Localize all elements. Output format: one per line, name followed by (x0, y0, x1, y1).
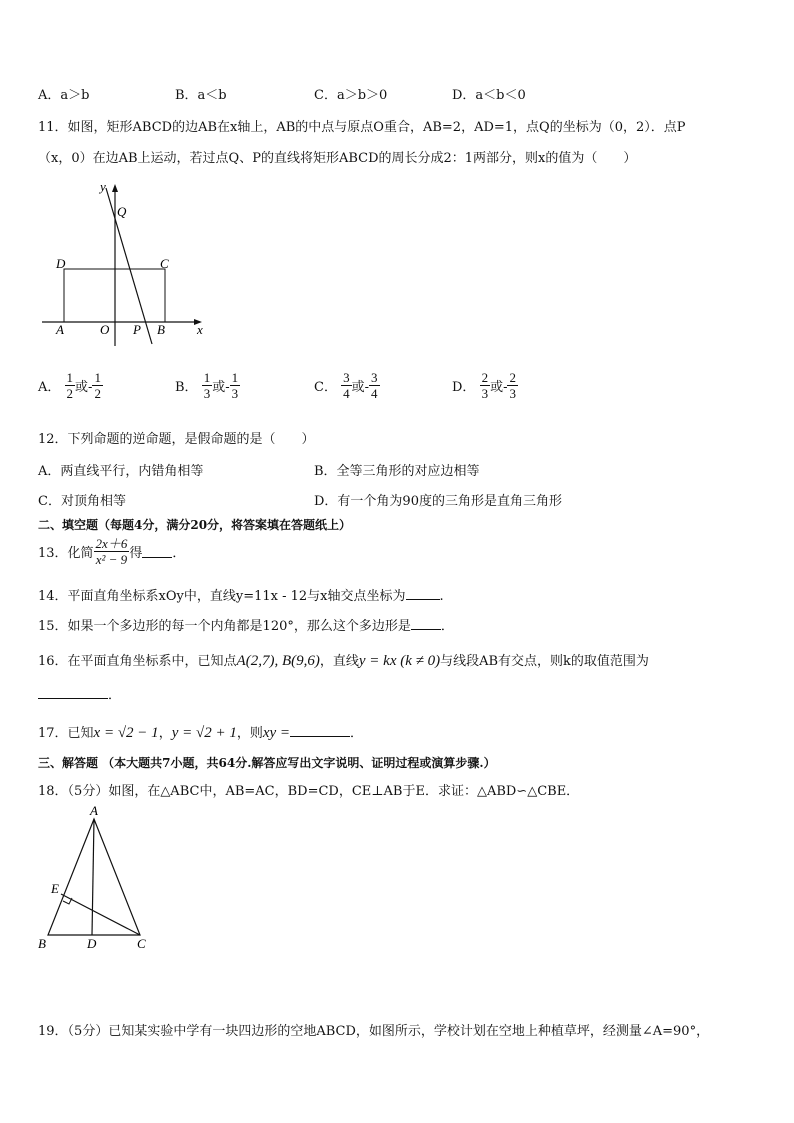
q10-option-c: C．a＞b＞0 (314, 88, 388, 103)
q14-answer-blank[interactable] (406, 587, 440, 600)
q15: 15．如果一个多边形的每一个内角都是120°，那么这个多边形是 ． (38, 619, 454, 634)
label-q: Q (117, 204, 127, 219)
q10-option-b: B．a＜b (175, 88, 227, 103)
y-axis-arrow (112, 184, 118, 192)
q13-answer-blank[interactable] (142, 545, 172, 558)
q11-option-d: D． $\frac{2}{3}$ 或- $\frac{2}{3}$ (452, 370, 516, 401)
section-3-heading: 三、解答题 （本大题共7小题，共64分.解答应写出文字说明、证明过程或演算步骤.） (38, 756, 496, 770)
label-a: A (56, 322, 64, 337)
q13: 13．化简 $\frac{2x+6}{\text{x² − 9}}$ 得 ． (38, 536, 186, 567)
q11-option-b: B． $\frac{1}{3}$ 或- $\frac{1}{3}$ (175, 370, 239, 401)
label-b: B (157, 322, 165, 337)
q12-option-d: D．有一个角为90度的三角形是直角三角形 (314, 494, 562, 509)
segment-ad (92, 819, 94, 935)
label-a: A (90, 803, 98, 818)
q11-figure (34, 176, 214, 352)
label-x: x (197, 322, 203, 337)
q19-stem: 19．（5分）已知某实验中学有一块四边形的空地ABCD，如图所示，学校计划在空地上种植草坪，经测量∠A=90°， (38, 1024, 710, 1039)
label-c: C (160, 256, 169, 271)
q11-option-c: C． $\frac{3}{4}$ 或- $\frac{3}{4}$ (314, 370, 378, 401)
q11-option-a: A． $\frac{1}{2}$ 或- $\frac{1}{2}$ (38, 370, 101, 401)
q12-option-c: C．对顶角相等 (38, 494, 126, 509)
q18-stem: 18．（5分）如图，在△ABC中，AB=AC，BD=CD，CE⊥AB于E．求证：△ABD∽△CBE． (38, 784, 580, 799)
q17-answer-blank[interactable] (290, 724, 350, 737)
q12-option-a: A．两直线平行，内错角相等 (38, 464, 204, 479)
q18-figure (34, 802, 158, 952)
q11-stem-line2: （x，0）在边AB上运动，若过点Q、P的直线将矩形ABCD的周长分成2：1两部分，则x的值为（ ） (38, 151, 637, 166)
label-o: O (100, 322, 110, 337)
q14: 14．平面直角坐标系xOy中，直线y=11x - 12与x轴交点坐标为 . (38, 589, 444, 604)
q15-answer-blank[interactable] (411, 617, 441, 630)
q17: 17．已知x = √2 − 1，y = √2 + 1，则xy = ． (38, 725, 364, 741)
q12-option-b: B．全等三角形的对应边相等 (314, 464, 480, 479)
label-d: D (87, 936, 97, 951)
segment-ce (61, 894, 140, 935)
line-qp (106, 188, 152, 344)
label-b: B (38, 936, 46, 951)
label-y: y (100, 179, 106, 194)
section-2-heading: 二、填空题（每题4分，满分20分，将答案填在答题纸上） (38, 518, 352, 532)
q10-option-d: D．a＜b＜0 (452, 88, 526, 103)
q11-stem-line1: 11．如图，矩形ABCD的边AB在x轴上，AB的中点与原点O重合，AB=2，AD=1，点Q的坐标为（0，2）．点P (38, 120, 686, 135)
label-c: C (137, 936, 146, 951)
label-p: P (133, 322, 141, 337)
label-d: D (56, 256, 66, 271)
label-e: E (51, 881, 59, 896)
q16-answer-blank[interactable] (38, 686, 108, 699)
q16-answer-line: ． (38, 684, 121, 703)
q16: 16．在平面直角坐标系中，已知点A(2,7), B(9,6)，直线y = kx (k ≠ 0)与线段AB有交点，则k的取值范围为 (38, 653, 649, 669)
q10-option-a: A．a＞b (38, 88, 90, 103)
q12-stem: 12．下列命题的逆命题，是假命题的是（ ） (38, 432, 315, 447)
